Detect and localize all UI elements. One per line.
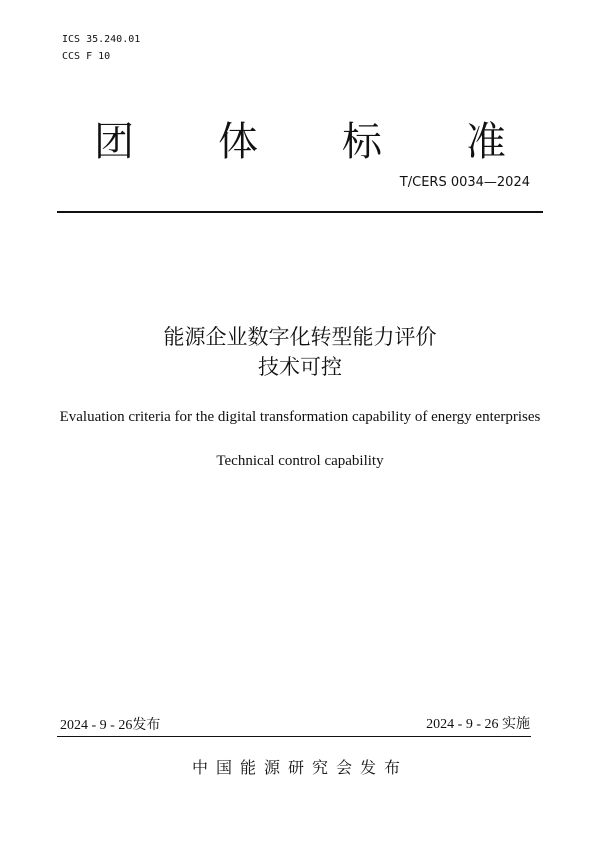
issuing-organization: 中国能源研究会发布 [191, 758, 408, 777]
chinese-title-line-1: 能源企业数字化转型能力评价 [163, 325, 437, 349]
english-subtitle: Technical control capability [216, 453, 384, 469]
chinese-title [0, 322, 600, 382]
header-divider [57, 211, 543, 213]
ccs-code: CCS F 10 [62, 51, 111, 62]
title-char-2: 体 [218, 119, 258, 165]
title-char-1: 团 [94, 119, 134, 165]
english-title: Evaluation criteria for the digital transformation capability of energy enterprises [59, 409, 541, 425]
footer-divider [57, 736, 531, 737]
standard-number: T/CERS 0034—2024 [399, 175, 530, 190]
implement-date: 2024 - 9 - 26 实施 [426, 717, 530, 732]
chinese-title-line-2: 技术可控 [258, 355, 342, 379]
title-char-4: 准 [466, 119, 506, 165]
ics-code: ICS 35.240.01 [62, 34, 141, 45]
standard-type-title [90, 118, 510, 166]
title-char-3: 标 [342, 119, 382, 165]
publish-date: 2024 - 9 - 26发布 [60, 718, 161, 733]
